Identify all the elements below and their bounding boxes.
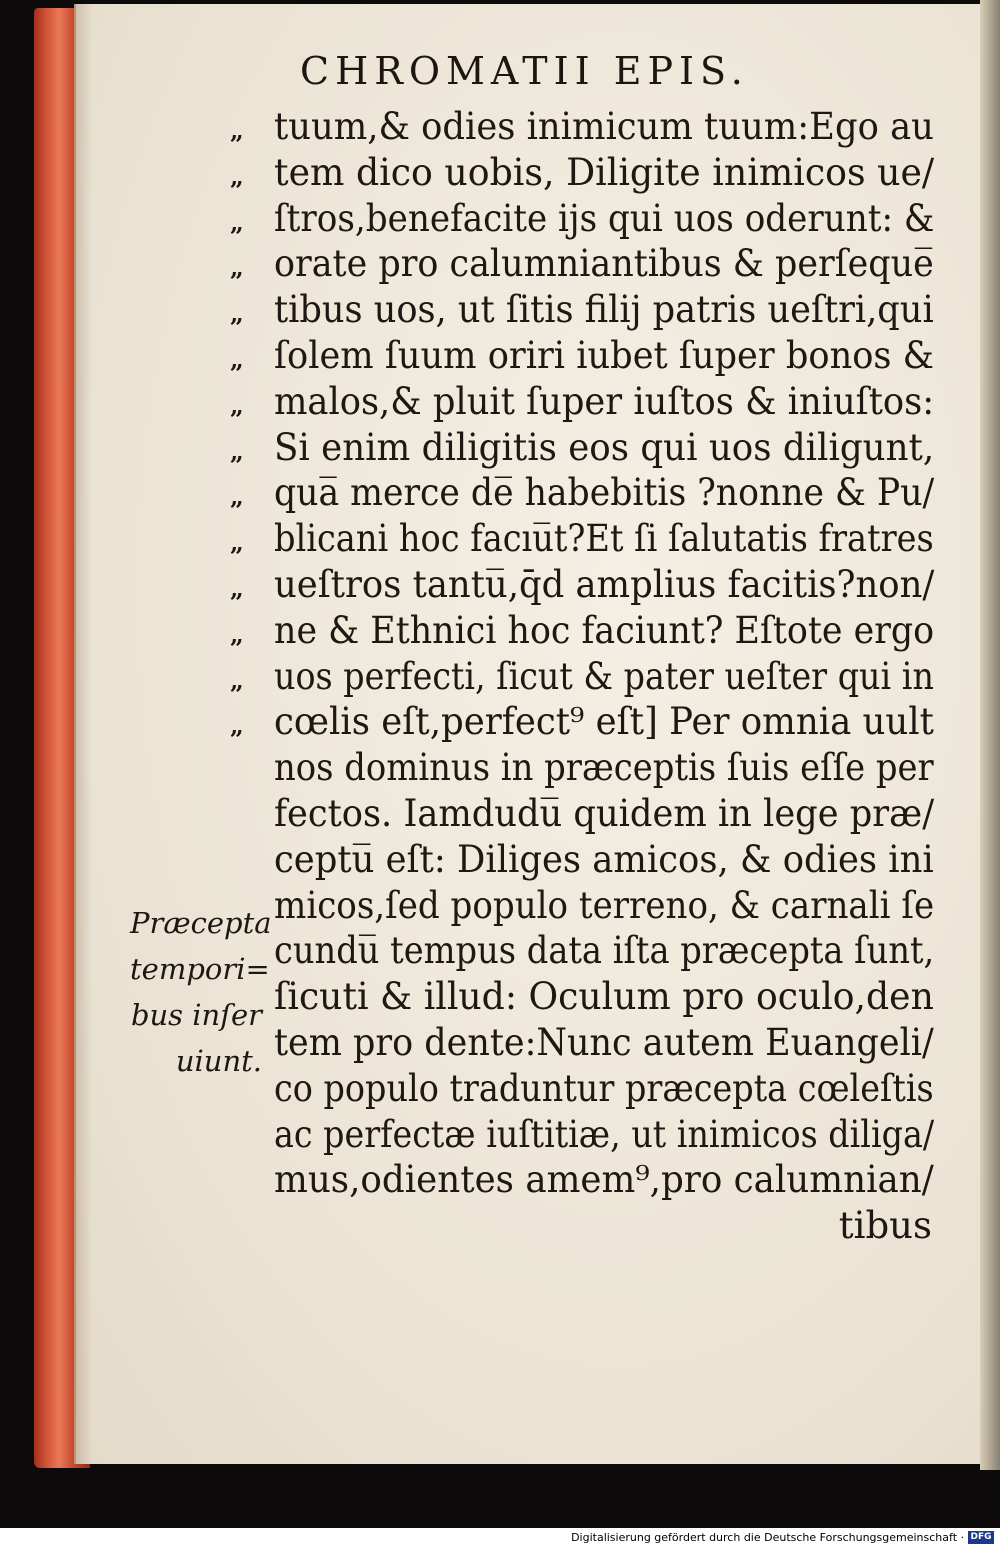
text-line [230,150,940,196]
text-line-content: ſicuti & illud: Oculum pro oculo,den [274,975,934,1019]
running-title: CHROMATII EPIS. [300,49,749,93]
quote-mark: „ [230,573,244,603]
quote-mark: „ [230,528,244,558]
quote-mark: „ [230,207,244,237]
main-text-block [230,104,940,1249]
text-line [230,562,940,608]
text-line [274,928,940,974]
text-line-content: ac perfectæ iuſtitiæ, ut inimicos diliga/ [274,1112,935,1156]
text-line-content: ceptu̅ eſt: Diliges amicos, & odies ini [274,837,934,881]
text-line [274,791,940,837]
text-line [230,516,940,562]
quote-mark: „ [230,161,244,191]
text-line [230,425,940,471]
text-line [230,608,940,654]
text-line [230,196,940,242]
text-line-content: tuum,& odies inimicum tuum:Ego au [274,105,934,148]
text-line [230,333,940,379]
marginal-note-line: Præcepta [130,906,272,940]
quote-mark: „ [230,344,244,374]
text-line [230,699,940,745]
quote-mark: „ [230,299,244,329]
text-line [230,241,940,287]
text-line [274,745,940,791]
quote-mark: „ [230,390,244,420]
text-line-content: ſolem ſuum oriri iubet ſuper bonos & [274,333,935,377]
text-line [274,1157,940,1203]
quote-mark: „ [230,116,244,145]
text-line [274,1066,940,1112]
marginal-note-line: tempori= [130,952,270,986]
text-line-content: cundu̅ tempus data iſta præcepta ſunt, [274,929,935,973]
text-line-content: micos,ſed populo terreno, & carnali ſe [274,883,935,927]
text-line-content: ueſtros tantu̅,q̄d amplius facitis?non/ [274,562,935,606]
text-line [274,1112,940,1158]
gutter-shadow [74,4,92,1464]
quote-mark: „ [230,253,244,283]
text-line-content: fectos. Iamdudu̅ quidem in lege præ/ [274,791,935,835]
text-line-content: tem dico uobis, Diligite inimicos ue/ [274,150,935,194]
text-line-content: malos,& pluit ſuper iuſtos & iniuſtos: [274,379,935,423]
text-line-content: uos perfecti, ſicut & pater ueſter qui in [274,654,934,698]
quote-mark: „ [230,711,244,741]
text-line [274,1020,940,1066]
text-line-content: co populo traduntur præcepta cœleſtis [274,1066,934,1110]
text-line-content: ne & Ethnici hoc faciunt? Eſtote ergo [274,608,935,652]
text-line-content: nos dominus in præceptis ſuis eſſe per [274,746,934,790]
text-line [230,379,940,425]
text-line [230,104,940,150]
text-line-content: orate pro calumniantibus & perſeque̅ [274,242,934,286]
quote-mark: „ [230,619,244,649]
quote-mark: „ [230,665,244,695]
footer-credit: Digitalisierung gefördert durch die Deutsche Forschungsgemeinschaft · [571,1531,964,1544]
text-line-content: mus,odientes amem⁹,pro calumnian/ [274,1158,934,1202]
catchword-text: tibus [838,1204,932,1248]
text-line-content: cœlis eſt,perfect⁹ eſt] Per omnia uult [274,700,934,744]
marginal-note-line: uiunt. [175,1044,262,1078]
text-line [230,470,940,516]
text-line-content: tem pro dente:Nunc autem Euangeli/ [274,1020,934,1064]
text-line [274,837,940,883]
catchword [274,1203,940,1249]
footer-bar [0,1528,1000,1548]
text-line [274,974,940,1020]
dfg-logo: DFG [968,1531,994,1544]
marginal-note [130,900,272,1084]
text-line-content: ſtros,benefacite ijs qui uos oderunt: & [274,196,935,240]
text-line-content: Si enim diligitis eos qui uos diligunt, [274,425,935,469]
text-line [230,654,940,700]
marginal-note-line: bus inſer [130,998,262,1032]
page-right-edge [980,0,1000,1470]
text-line-content: qua̅ merce de̅ habebitis ?nonne & Pu/ [274,471,935,515]
text-line [274,883,940,929]
text-line-content: tibus uos, ut ſitis filij patris ueſtri,qui [274,288,934,332]
text-line-content: blicani hoc facıu̅t?Et ſi ſalutatis fratres [274,517,934,561]
text-line [230,287,940,333]
quote-mark: „ [230,436,244,466]
quote-mark: „ [230,482,244,512]
